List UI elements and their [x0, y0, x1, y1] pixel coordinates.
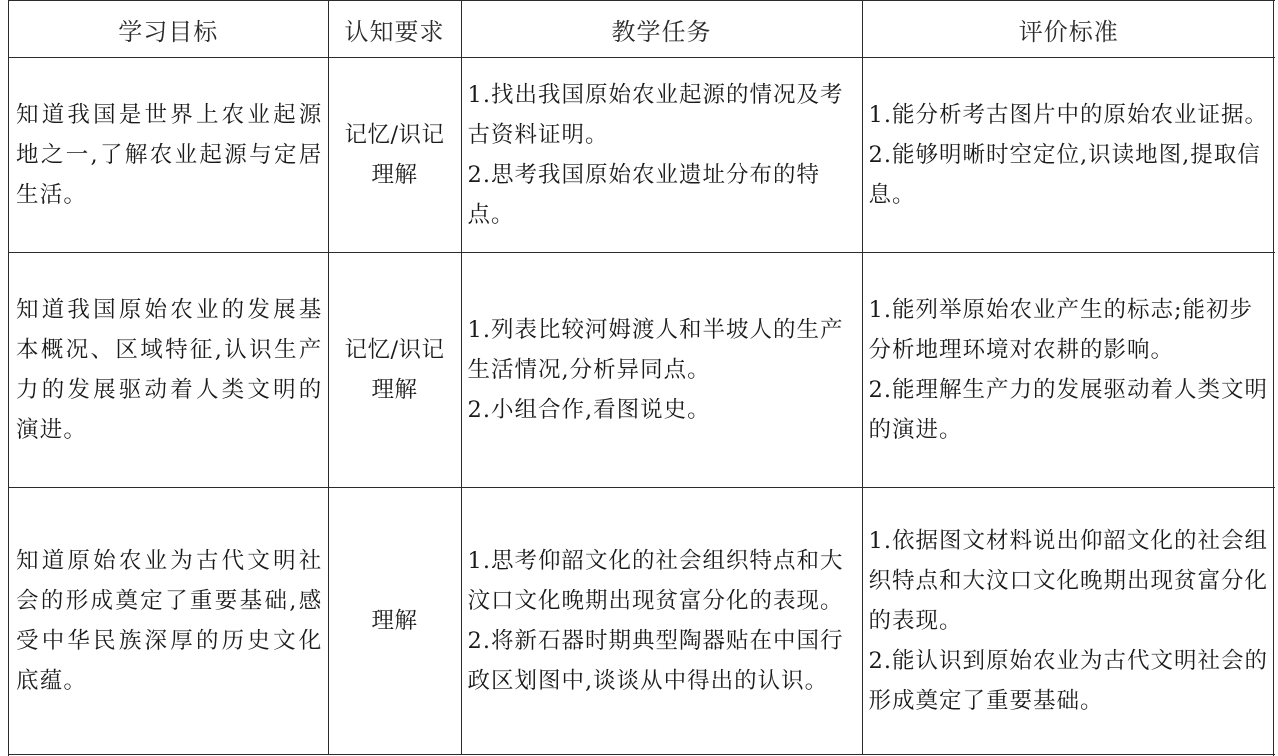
learning-goal-cell: 知道我国原始农业的发展基本概况、区域特征,认识生产力的发展驱动着人类文明的演进。	[9, 253, 328, 488]
table-frame	[8, 0, 1274, 756]
requirement-line: 记忆/识记	[344, 122, 445, 148]
task-item: 2.将新石器时期典型陶器贴在中国行政区划图中,谈谈从中得出的认识。	[467, 628, 844, 694]
cognitive-requirement-cell	[328, 253, 461, 488]
task-item: 1.找出我国原始农业起源的情况及考古资料证明。	[467, 82, 844, 148]
evaluation-criteria-cell	[862, 253, 1275, 488]
teaching-task-cell	[461, 488, 862, 755]
criteria-item: 2.能认识到原始农业为古代文明社会的形成奠定了重要基础。	[868, 648, 1268, 714]
requirement-line: 理解	[371, 608, 418, 634]
table-row	[9, 58, 1275, 253]
requirement-line: 记忆/识记	[344, 337, 445, 363]
header-evaluation-criteria: 评价标准	[862, 1, 1275, 58]
task-item: 2.思考我国原始农业遗址分布的特点。	[467, 162, 820, 228]
teaching-task-cell	[461, 58, 862, 253]
criteria-item: 1.能分析考古图片中的原始农业证据。	[868, 102, 1268, 128]
table-row	[9, 488, 1275, 755]
header-learning-goal: 学习目标	[9, 1, 328, 58]
table-header	[9, 1, 1275, 58]
cognitive-requirement-cell	[328, 58, 461, 253]
teaching-task-cell	[461, 253, 862, 488]
cognitive-requirement-cell	[328, 488, 461, 755]
learning-goal-cell: 知道我国是世界上农业起源地之一,了解农业起源与定居生活。	[9, 58, 328, 253]
header-row	[9, 1, 1275, 58]
requirement-line: 理解	[371, 162, 418, 188]
task-item: 2.小组合作,看图说史。	[467, 397, 711, 423]
task-item: 1.思考仰韶文化的社会组织特点和大汶口文化晚期出现贫富分化的表现。	[467, 548, 844, 614]
criteria-item: 2.能够明晰时空定位,识读地图,提取信息。	[868, 142, 1261, 208]
criteria-item: 1.依据图文材料说出仰韶文化的社会组织特点和大汶口文化晚期出现贫富分化的表现。	[868, 528, 1269, 634]
table-row	[9, 253, 1275, 488]
table-body	[9, 58, 1275, 755]
task-item: 1.列表比较河姆渡人和半坡人的生产生活情况,分析异同点。	[467, 317, 844, 383]
header-cognitive-requirement: 认知要求	[328, 1, 461, 58]
lesson-objectives-table	[9, 0, 1275, 755]
criteria-item: 2.能理解生产力的发展驱动着人类文明的演进。	[868, 377, 1268, 443]
evaluation-criteria-cell	[862, 488, 1275, 755]
header-teaching-task: 教学任务	[461, 1, 862, 58]
learning-goal-cell: 知道原始农业为古代文明社会的形成奠定了重要基础,感受中华民族深厚的历史文化底蕴。	[9, 488, 328, 755]
requirement-line: 理解	[371, 377, 418, 403]
criteria-item: 1.能列举原始农业产生的标志;能初步分析地理环境对农耕的影响。	[868, 297, 1254, 363]
evaluation-criteria-cell	[862, 58, 1275, 253]
